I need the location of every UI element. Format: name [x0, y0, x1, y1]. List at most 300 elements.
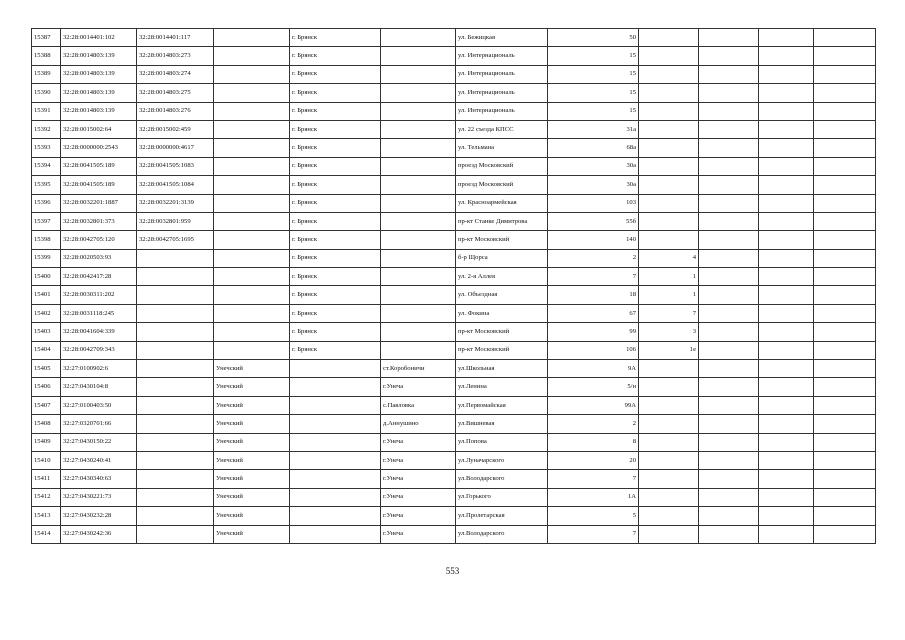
- object-cadastral-number-cell: [137, 249, 214, 267]
- empty-cell: [759, 396, 814, 414]
- house-number-cell: 1А: [548, 488, 639, 506]
- empty-cell: [814, 120, 876, 138]
- record-number-cell: 15387: [32, 29, 61, 47]
- district-cell: Унечский: [214, 396, 290, 414]
- table-row: [32, 194, 876, 212]
- locality-cell: [381, 341, 456, 359]
- object-cadastral-number-cell: 32:28:0015002:459: [137, 120, 214, 138]
- house-number-cell: 99: [548, 323, 639, 341]
- record-number-cell: 15390: [32, 84, 61, 102]
- district-cell: [214, 268, 290, 286]
- building-number-cell: [639, 102, 699, 120]
- table-row: [32, 396, 876, 414]
- house-number-cell: 15: [548, 84, 639, 102]
- table-row: [32, 470, 876, 488]
- street-cell: ул. Бежицкая: [456, 29, 548, 47]
- street-cell: б-р Щорса: [456, 249, 548, 267]
- empty-cell: [759, 139, 814, 157]
- object-cadastral-number-cell: 32:28:0041505:1083: [137, 157, 214, 175]
- city-cell: [290, 433, 381, 451]
- empty-cell: [759, 451, 814, 469]
- cadastral-number-cell: 32:28:0041505:189: [61, 157, 137, 175]
- house-number-cell: 7: [548, 268, 639, 286]
- table-row: [32, 304, 876, 322]
- empty-cell: [814, 249, 876, 267]
- city-cell: г. Брянск: [290, 176, 381, 194]
- cadastral-number-cell: 32:28:0020503:93: [61, 249, 137, 267]
- district-cell: [214, 304, 290, 322]
- object-cadastral-number-cell: 32:28:0000000:4617: [137, 139, 214, 157]
- object-cadastral-number-cell: [137, 415, 214, 433]
- empty-cell: [759, 176, 814, 194]
- city-cell: г. Брянск: [290, 304, 381, 322]
- locality-cell: [381, 323, 456, 341]
- house-number-cell: 7: [548, 470, 639, 488]
- building-number-cell: 4: [639, 249, 699, 267]
- locality-cell: г.Унеча: [381, 525, 456, 543]
- object-cadastral-number-cell: 32:28:0032201:3139: [137, 194, 214, 212]
- empty-cell: [699, 176, 759, 194]
- building-number-cell: [639, 139, 699, 157]
- street-cell: проезд Московский: [456, 176, 548, 194]
- empty-cell: [814, 507, 876, 525]
- table-row: [32, 102, 876, 120]
- empty-cell: [699, 47, 759, 65]
- table-row: [32, 525, 876, 543]
- empty-cell: [759, 120, 814, 138]
- city-cell: г. Брянск: [290, 84, 381, 102]
- table-row: [32, 451, 876, 469]
- empty-cell: [759, 470, 814, 488]
- empty-cell: [814, 157, 876, 175]
- record-number-cell: 15400: [32, 268, 61, 286]
- building-number-cell: 1: [639, 286, 699, 304]
- record-number-cell: 15401: [32, 286, 61, 304]
- city-cell: г. Брянск: [290, 286, 381, 304]
- empty-cell: [814, 415, 876, 433]
- empty-cell: [814, 286, 876, 304]
- street-cell: ул.Ленина: [456, 378, 548, 396]
- locality-cell: г.Унеча: [381, 451, 456, 469]
- empty-cell: [699, 29, 759, 47]
- empty-cell: [814, 29, 876, 47]
- street-cell: ул. 22 съезда КПСС: [456, 120, 548, 138]
- locality-cell: [381, 194, 456, 212]
- city-cell: [290, 378, 381, 396]
- empty-cell: [759, 323, 814, 341]
- empty-cell: [814, 268, 876, 286]
- building-number-cell: [639, 451, 699, 469]
- cadastral-number-cell: 32:28:0041505:189: [61, 176, 137, 194]
- empty-cell: [814, 525, 876, 543]
- street-cell: ул.Первомайская: [456, 396, 548, 414]
- locality-cell: [381, 29, 456, 47]
- record-number-cell: 15404: [32, 341, 61, 359]
- table-row: [32, 286, 876, 304]
- locality-cell: ст.Коробоничи: [381, 360, 456, 378]
- empty-cell: [699, 433, 759, 451]
- street-cell: ул.Луначарского: [456, 451, 548, 469]
- empty-cell: [699, 304, 759, 322]
- empty-cell: [814, 360, 876, 378]
- object-cadastral-number-cell: [137, 304, 214, 322]
- empty-cell: [699, 470, 759, 488]
- house-number-cell: 9А: [548, 360, 639, 378]
- district-cell: Унечский: [214, 488, 290, 506]
- cadastral-number-cell: 32:28:0030311:202: [61, 286, 137, 304]
- empty-cell: [814, 102, 876, 120]
- building-number-cell: [639, 29, 699, 47]
- empty-cell: [814, 47, 876, 65]
- record-number-cell: 15403: [32, 323, 61, 341]
- table-row: [32, 157, 876, 175]
- table-row: [32, 360, 876, 378]
- city-cell: г. Брянск: [290, 120, 381, 138]
- district-cell: [214, 194, 290, 212]
- house-number-cell: 55б: [548, 212, 639, 230]
- locality-cell: [381, 120, 456, 138]
- empty-cell: [814, 341, 876, 359]
- house-number-cell: 2: [548, 415, 639, 433]
- street-cell: ул.Пролетарская: [456, 507, 548, 525]
- empty-cell: [759, 47, 814, 65]
- empty-cell: [699, 323, 759, 341]
- street-cell: ул. Красноармейская: [456, 194, 548, 212]
- street-cell: пр-кт Московский: [456, 231, 548, 249]
- empty-cell: [699, 139, 759, 157]
- street-cell: ул.Володарского: [456, 525, 548, 543]
- street-cell: ул. Фокина: [456, 304, 548, 322]
- cadastral-number-cell: 32:28:0015002:64: [61, 120, 137, 138]
- building-number-cell: [639, 525, 699, 543]
- street-cell: ул. Интернациональ: [456, 102, 548, 120]
- cadastral-number-cell: 32:27:0430240:41: [61, 451, 137, 469]
- district-cell: [214, 231, 290, 249]
- object-cadastral-number-cell: [137, 507, 214, 525]
- building-number-cell: 1е: [639, 341, 699, 359]
- table-row: [32, 29, 876, 47]
- house-number-cell: 67: [548, 304, 639, 322]
- empty-cell: [699, 378, 759, 396]
- district-cell: Унечский: [214, 378, 290, 396]
- empty-cell: [814, 231, 876, 249]
- cadastral-number-cell: 32:28:0042417:28: [61, 268, 137, 286]
- record-number-cell: 15391: [32, 102, 61, 120]
- city-cell: г. Брянск: [290, 47, 381, 65]
- empty-cell: [699, 120, 759, 138]
- city-cell: [290, 451, 381, 469]
- city-cell: г. Брянск: [290, 194, 381, 212]
- record-number-cell: 15392: [32, 120, 61, 138]
- building-number-cell: [639, 157, 699, 175]
- district-cell: Унечский: [214, 507, 290, 525]
- table-row: [32, 139, 876, 157]
- cadastral-number-cell: 32:28:0014401:102: [61, 29, 137, 47]
- object-cadastral-number-cell: 32:28:0014803:273: [137, 47, 214, 65]
- house-number-cell: 15: [548, 47, 639, 65]
- locality-cell: с.Павловка: [381, 396, 456, 414]
- record-number-cell: 15388: [32, 47, 61, 65]
- record-number-cell: 15389: [32, 65, 61, 83]
- district-cell: [214, 323, 290, 341]
- empty-cell: [699, 102, 759, 120]
- table-row: [32, 341, 876, 359]
- record-number-cell: 15409: [32, 433, 61, 451]
- locality-cell: [381, 212, 456, 230]
- district-cell: [214, 286, 290, 304]
- cadastral-number-cell: 32:28:0014803:139: [61, 84, 137, 102]
- empty-cell: [814, 84, 876, 102]
- empty-cell: [759, 507, 814, 525]
- object-cadastral-number-cell: [137, 396, 214, 414]
- street-cell: проезд Московский: [456, 157, 548, 175]
- table-row: [32, 47, 876, 65]
- table-row: [32, 231, 876, 249]
- empty-cell: [699, 525, 759, 543]
- object-cadastral-number-cell: 32:28:0014803:275: [137, 84, 214, 102]
- city-cell: г. Брянск: [290, 323, 381, 341]
- house-number-cell: 18: [548, 286, 639, 304]
- locality-cell: [381, 176, 456, 194]
- table-row: [32, 507, 876, 525]
- locality-cell: г.Унеча: [381, 470, 456, 488]
- city-cell: г. Брянск: [290, 231, 381, 249]
- district-cell: Унечский: [214, 415, 290, 433]
- city-cell: г. Брянск: [290, 65, 381, 83]
- object-cadastral-number-cell: [137, 341, 214, 359]
- empty-cell: [699, 396, 759, 414]
- empty-cell: [699, 194, 759, 212]
- record-number-cell: 15393: [32, 139, 61, 157]
- cadastral-number-cell: 32:27:0100403:50: [61, 396, 137, 414]
- empty-cell: [759, 268, 814, 286]
- object-cadastral-number-cell: [137, 360, 214, 378]
- object-cadastral-number-cell: 32:28:0041505:1084: [137, 176, 214, 194]
- street-cell: пр-кт Московский: [456, 341, 548, 359]
- locality-cell: [381, 157, 456, 175]
- locality-cell: [381, 102, 456, 120]
- district-cell: Унечский: [214, 451, 290, 469]
- table-row: [32, 249, 876, 267]
- cadastral-number-cell: 32:27:0320701:66: [61, 415, 137, 433]
- house-number-cell: 50: [548, 29, 639, 47]
- cadastral-number-cell: 32:28:0032201:1887: [61, 194, 137, 212]
- empty-cell: [759, 157, 814, 175]
- district-cell: [214, 212, 290, 230]
- table-row: [32, 176, 876, 194]
- house-number-cell: 2: [548, 249, 639, 267]
- house-number-cell: 15: [548, 102, 639, 120]
- empty-cell: [814, 378, 876, 396]
- table-row: [32, 268, 876, 286]
- empty-cell: [759, 194, 814, 212]
- record-number-cell: 15407: [32, 396, 61, 414]
- building-number-cell: 3: [639, 323, 699, 341]
- locality-cell: г.Унеча: [381, 488, 456, 506]
- record-number-cell: 15402: [32, 304, 61, 322]
- building-number-cell: [639, 470, 699, 488]
- empty-cell: [759, 304, 814, 322]
- page-number: 553: [445, 566, 460, 576]
- empty-cell: [814, 488, 876, 506]
- empty-cell: [814, 139, 876, 157]
- empty-cell: [699, 249, 759, 267]
- cadastral-number-cell: 32:28:0042705:120: [61, 231, 137, 249]
- empty-cell: [699, 341, 759, 359]
- city-cell: г. Брянск: [290, 102, 381, 120]
- object-cadastral-number-cell: [137, 268, 214, 286]
- district-cell: Унечский: [214, 470, 290, 488]
- object-cadastral-number-cell: [137, 525, 214, 543]
- locality-cell: г.Унеча: [381, 433, 456, 451]
- house-number-cell: 5/н: [548, 378, 639, 396]
- locality-cell: г.Унеча: [381, 378, 456, 396]
- cadastral-number-cell: 32:28:0031118:245: [61, 304, 137, 322]
- record-number-cell: 15405: [32, 360, 61, 378]
- street-cell: ул.Горького: [456, 488, 548, 506]
- building-number-cell: [639, 396, 699, 414]
- table-row: [32, 433, 876, 451]
- empty-cell: [814, 451, 876, 469]
- city-cell: г. Брянск: [290, 212, 381, 230]
- building-number-cell: [639, 65, 699, 83]
- house-number-cell: 30а: [548, 176, 639, 194]
- empty-cell: [759, 488, 814, 506]
- locality-cell: [381, 65, 456, 83]
- empty-cell: [699, 507, 759, 525]
- record-number-cell: 15398: [32, 231, 61, 249]
- object-cadastral-number-cell: [137, 488, 214, 506]
- building-number-cell: [639, 176, 699, 194]
- record-number-cell: 15410: [32, 451, 61, 469]
- object-cadastral-number-cell: [137, 433, 214, 451]
- empty-cell: [699, 65, 759, 83]
- building-number-cell: [639, 212, 699, 230]
- empty-cell: [759, 415, 814, 433]
- table-row: [32, 488, 876, 506]
- district-cell: [214, 120, 290, 138]
- city-cell: [290, 488, 381, 506]
- object-cadastral-number-cell: [137, 470, 214, 488]
- district-cell: [214, 84, 290, 102]
- table-row: [32, 323, 876, 341]
- locality-cell: [381, 249, 456, 267]
- record-number-cell: 15395: [32, 176, 61, 194]
- building-number-cell: [639, 194, 699, 212]
- table-row: [32, 212, 876, 230]
- city-cell: г. Брянск: [290, 249, 381, 267]
- locality-cell: д.Аннушино: [381, 415, 456, 433]
- street-cell: ул. Интернациональ: [456, 47, 548, 65]
- empty-cell: [814, 65, 876, 83]
- district-cell: [214, 47, 290, 65]
- table-row: [32, 84, 876, 102]
- house-number-cell: 106: [548, 341, 639, 359]
- cadastral-number-cell: 32:28:0041604:339: [61, 323, 137, 341]
- district-cell: [214, 65, 290, 83]
- locality-cell: [381, 304, 456, 322]
- empty-cell: [699, 488, 759, 506]
- building-number-cell: [639, 378, 699, 396]
- street-cell: пр-кт Московский: [456, 323, 548, 341]
- locality-cell: [381, 231, 456, 249]
- cadastral-number-cell: 32:27:0430104:8: [61, 378, 137, 396]
- street-cell: ул.Попова: [456, 433, 548, 451]
- record-number-cell: 15408: [32, 415, 61, 433]
- building-number-cell: [639, 84, 699, 102]
- record-number-cell: 15406: [32, 378, 61, 396]
- district-cell: [214, 102, 290, 120]
- object-cadastral-number-cell: 32:28:0014803:276: [137, 102, 214, 120]
- locality-cell: [381, 268, 456, 286]
- building-number-cell: [639, 360, 699, 378]
- locality-cell: [381, 47, 456, 65]
- empty-cell: [759, 525, 814, 543]
- table-row: [32, 378, 876, 396]
- object-cadastral-number-cell: [137, 378, 214, 396]
- street-cell: ул. Интернациональ: [456, 84, 548, 102]
- street-cell: ул.Вишневая: [456, 415, 548, 433]
- locality-cell: [381, 139, 456, 157]
- record-number-cell: 15411: [32, 470, 61, 488]
- city-cell: [290, 525, 381, 543]
- building-number-cell: 1: [639, 268, 699, 286]
- building-number-cell: [639, 47, 699, 65]
- house-number-cell: 30а: [548, 157, 639, 175]
- building-number-cell: [639, 507, 699, 525]
- empty-cell: [814, 470, 876, 488]
- empty-cell: [759, 231, 814, 249]
- empty-cell: [699, 415, 759, 433]
- house-number-cell: 5: [548, 507, 639, 525]
- object-cadastral-number-cell: 32:28:0042705:1695: [137, 231, 214, 249]
- empty-cell: [759, 29, 814, 47]
- street-cell: ул.Володарского: [456, 470, 548, 488]
- object-cadastral-number-cell: [137, 323, 214, 341]
- building-number-cell: [639, 488, 699, 506]
- empty-cell: [759, 433, 814, 451]
- city-cell: [290, 396, 381, 414]
- building-number-cell: [639, 120, 699, 138]
- locality-cell: [381, 84, 456, 102]
- register-body: [32, 29, 876, 544]
- empty-cell: [699, 212, 759, 230]
- cadastral-number-cell: 32:28:0032801:373: [61, 212, 137, 230]
- empty-cell: [699, 268, 759, 286]
- empty-cell: [814, 304, 876, 322]
- table-row: [32, 120, 876, 138]
- locality-cell: г.Унеча: [381, 507, 456, 525]
- street-cell: ул. Объездная: [456, 286, 548, 304]
- empty-cell: [759, 360, 814, 378]
- empty-cell: [759, 378, 814, 396]
- cadastral-number-cell: 32:27:0430340:63: [61, 470, 137, 488]
- building-number-cell: [639, 433, 699, 451]
- building-number-cell: [639, 231, 699, 249]
- empty-cell: [699, 84, 759, 102]
- city-cell: [290, 360, 381, 378]
- district-cell: Унечский: [214, 360, 290, 378]
- object-cadastral-number-cell: 32:28:0014401:117: [137, 29, 214, 47]
- empty-cell: [814, 194, 876, 212]
- house-number-cell: 31а: [548, 120, 639, 138]
- cadastral-number-cell: 32:27:0430150:22: [61, 433, 137, 451]
- table-row: [32, 65, 876, 83]
- street-cell: ул.Школьная: [456, 360, 548, 378]
- locality-cell: [381, 286, 456, 304]
- object-cadastral-number-cell: [137, 451, 214, 469]
- empty-cell: [814, 323, 876, 341]
